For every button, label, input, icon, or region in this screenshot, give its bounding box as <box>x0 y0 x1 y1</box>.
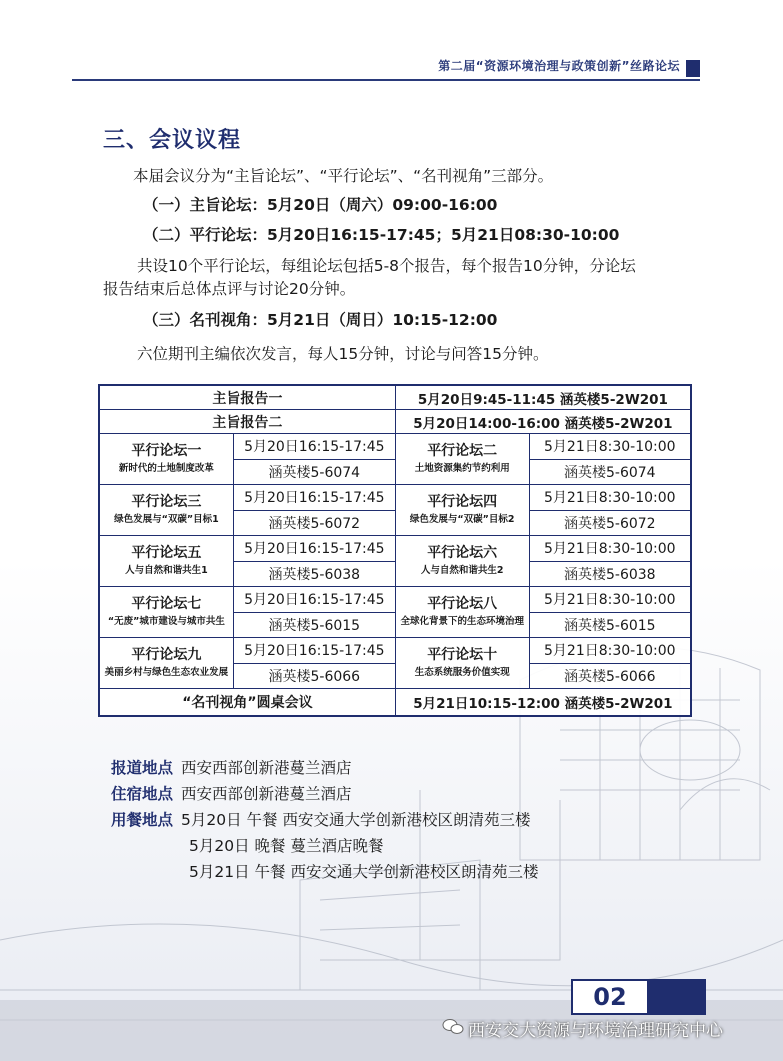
header-accent-square <box>686 60 700 77</box>
intro-part1: （一）主旨论坛：5月20日（周六）09:00-16:00 <box>143 196 498 214</box>
forum-8-time: 5月21日8:30-10:00 <box>529 587 691 613</box>
forum-5-name: 平行论坛五 <box>131 545 202 561</box>
forum-9-room: 涵英楼5-6066 <box>233 663 395 689</box>
forum-4-room: 涵英楼5-6072 <box>529 510 691 536</box>
keynote-row <box>99 385 691 410</box>
forum-10-name: 平行论坛十 <box>427 647 498 663</box>
forum-9-topic: 美丽乡村与绿色生态农业发展 <box>104 667 229 678</box>
forum-6-topic: 人与自然和谐共生2 <box>420 565 504 576</box>
intro-part2-desc-line1: 共设10个平行论坛，每组论坛包括5-8个报告，每个报告10分钟，分论坛 <box>137 257 636 275</box>
forum-6-room: 涵英楼5-6038 <box>529 561 691 587</box>
forum-4-cell <box>395 485 529 536</box>
forum-8-name: 平行论坛八 <box>427 596 498 612</box>
forum-7-topic: “无废”城市建设与城市共生 <box>107 616 225 627</box>
forum-8-topic: 全球化背景下的生态环境治理 <box>400 616 524 627</box>
forum-2-room: 涵英楼5-6074 <box>529 459 691 485</box>
forum-5-topic: 人与自然和谐共生1 <box>125 565 208 576</box>
keynote-2-value: 5月20日14:00-16:00 涵英楼5-2W201 <box>395 410 691 434</box>
forum-9-cell <box>99 638 233 689</box>
forum-4-name: 平行论坛四 <box>427 494 498 510</box>
forum-2-time: 5月21日8:30-10:00 <box>529 434 691 460</box>
keynote-row <box>99 410 691 434</box>
forum-7-room: 涵英楼5-6015 <box>233 612 395 638</box>
forum-1-room: 涵英楼5-6074 <box>233 459 395 485</box>
forum-row-top <box>99 638 691 664</box>
keynote-2-label: 主旨报告二 <box>99 410 395 434</box>
intro-part2-desc-line2: 报告结束后总体点评与讨论20分钟。 <box>103 280 356 298</box>
forum-6-cell <box>395 536 529 587</box>
lodging-value: 西安西部创新港蔓兰酒店 <box>181 785 352 803</box>
dining-line-3: 5月21日 午餐 西安交通大学创新港校区朗清苑三楼 <box>189 863 539 881</box>
roundtable-value: 5月21日10:15-12:00 涵英楼5-2W201 <box>395 689 691 717</box>
forum-8-room: 涵英楼5-6015 <box>529 612 691 638</box>
forum-5-cell <box>99 536 233 587</box>
checkin-info <box>111 756 352 778</box>
watermark-text: 西安交大资源与环境治理研究中心 <box>468 1021 723 1041</box>
page-number: 02 <box>571 979 649 1015</box>
forum-9-time: 5月20日16:15-17:45 <box>233 638 395 664</box>
forum-3-cell <box>99 485 233 536</box>
forum-3-time: 5月20日16:15-17:45 <box>233 485 395 511</box>
dining-line-2: 5月20日 晚餐 蔓兰酒店晚餐 <box>189 837 384 855</box>
forum-6-time: 5月21日8:30-10:00 <box>529 536 691 562</box>
forum-3-name: 平行论坛三 <box>131 494 202 510</box>
dining-info <box>111 808 530 830</box>
forum-4-time: 5月21日8:30-10:00 <box>529 485 691 511</box>
dining-label: 用餐地点 <box>111 811 174 829</box>
intro-overview: 本届会议分为“主旨论坛”、“平行论坛”、“名刊视角”三部分。 <box>133 167 554 185</box>
forum-row-top <box>99 434 691 460</box>
forum-7-name: 平行论坛七 <box>131 596 202 612</box>
forum-4-topic: 绿色发展与“双碳”目标2 <box>409 514 515 525</box>
forum-5-time: 5月20日16:15-17:45 <box>233 536 395 562</box>
forum-1-time: 5月20日16:15-17:45 <box>233 434 395 460</box>
page-number-accent <box>648 979 706 1015</box>
forum-2-topic: 土地资源集约节约利用 <box>414 463 510 474</box>
forum-row-top <box>99 536 691 562</box>
forum-10-room: 涵英楼5-6066 <box>529 663 691 689</box>
dining-line-3-wrap <box>189 860 538 882</box>
forum-8-cell <box>395 587 529 638</box>
dining-line-1: 5月20日 午餐 西安交通大学创新港校区朗清苑三楼 <box>181 811 531 829</box>
forum-1-cell <box>99 434 233 485</box>
keynote-1-label: 主旨报告一 <box>99 385 395 410</box>
forum-10-cell <box>395 638 529 689</box>
lodging-label: 住宿地点 <box>111 785 174 803</box>
keynote-1-value: 5月20日9:45-11:45 涵英楼5-2W201 <box>395 385 691 410</box>
forum-3-room: 涵英楼5-6072 <box>233 510 395 536</box>
intro-part3-desc: 六位期刊主编依次发言，每人15分钟，讨论与问答15分钟。 <box>137 345 549 363</box>
forum-6-name: 平行论坛六 <box>427 545 498 561</box>
schedule-table <box>98 384 692 717</box>
forum-10-topic: 生态系统服务价值实现 <box>414 667 510 678</box>
forum-5-room: 涵英楼5-6038 <box>233 561 395 587</box>
intro-part3: （三）名刊视角：5月21日（周日）10:15-12:00 <box>143 311 498 329</box>
checkin-value: 西安西部创新港蔓兰酒店 <box>181 759 352 777</box>
header-title: 第二届“资源环境治理与政策创新”丝路论坛 <box>438 59 680 73</box>
roundtable-row <box>99 689 691 717</box>
header-divider <box>72 79 700 81</box>
forum-row-top <box>99 587 691 613</box>
forum-row-top <box>99 485 691 511</box>
dining-line-2-wrap <box>189 834 383 856</box>
roundtable-label: “名刊视角”圆桌会议 <box>99 689 395 717</box>
forum-2-cell <box>395 434 529 485</box>
forum-3-topic: 绿色发展与“双碳”目标1 <box>114 514 219 525</box>
forum-1-name: 平行论坛一 <box>131 443 202 459</box>
forum-1-topic: 新时代的土地制度改革 <box>118 463 214 474</box>
forum-9-name: 平行论坛九 <box>131 647 202 663</box>
checkin-label: 报道地点 <box>111 759 174 777</box>
forum-7-cell <box>99 587 233 638</box>
intro-part2: （二）平行论坛：5月20日16:15-17:45；5月21日08:30-10:00 <box>143 226 620 244</box>
lodging-info <box>111 782 352 804</box>
section-title: 三、会议议程 <box>103 128 242 153</box>
forum-2-name: 平行论坛二 <box>427 443 498 459</box>
forum-7-time: 5月20日16:15-17:45 <box>233 587 395 613</box>
wechat-icon <box>442 1018 464 1036</box>
forum-10-time: 5月21日8:30-10:00 <box>529 638 691 664</box>
